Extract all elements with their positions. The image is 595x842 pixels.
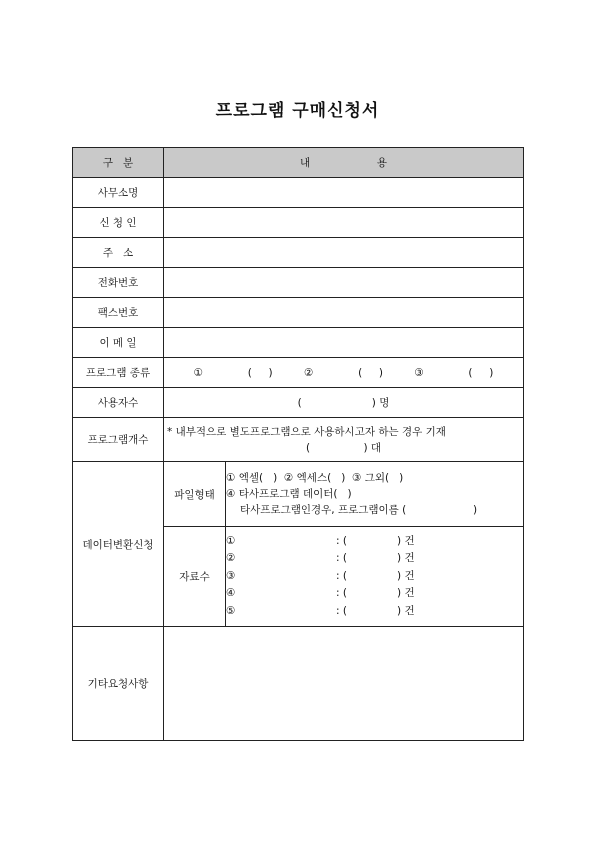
program-option-1: ① ( ) [193, 366, 273, 379]
phone-field[interactable] [164, 268, 524, 298]
email-row [73, 328, 524, 358]
record-count-item: ④ : ( ) 건 [226, 587, 415, 600]
program-option-2: ② ( ) [303, 366, 383, 379]
phone-row [73, 268, 524, 298]
program-count-row [73, 418, 524, 462]
file-format-line-3: 타사프로그램인경우, 프로그램이름 ( ) [240, 504, 478, 516]
record-count-item: ① : ( ) 건 [226, 534, 415, 547]
applicant-label: 신 청 인 [73, 208, 164, 238]
file-format-line-2: ④ 타사프로그램 데이터( ) [226, 488, 352, 500]
other-requests-row [73, 627, 524, 741]
fax-label: 팩스번호 [73, 298, 164, 328]
program-count-value: ( ) 대 [305, 441, 382, 454]
program-type-label: 프로그램 종류 [73, 358, 164, 388]
header-category: 구 분 [73, 148, 164, 178]
record-count-item: ⑤ : ( ) 건 [226, 604, 415, 617]
file-format-label: 파일형태 [164, 462, 226, 527]
address-row [73, 238, 524, 268]
address-field[interactable] [164, 238, 524, 268]
record-count-item: ② : ( ) 건 [226, 552, 415, 565]
program-type-field[interactable] [164, 358, 524, 388]
office-row [73, 178, 524, 208]
fax-row [73, 298, 524, 328]
address-label: 주 소 [73, 238, 164, 268]
users-label: 사용자수 [73, 388, 164, 418]
application-form-table [72, 147, 524, 741]
file-format-field[interactable] [226, 462, 524, 527]
program-count-field[interactable] [164, 418, 524, 462]
users-row [73, 388, 524, 418]
program-type-row [73, 358, 524, 388]
header-content: 내 용 [164, 148, 524, 178]
email-label: 이 메 일 [73, 328, 164, 358]
program-option-3: ③ ( ) [414, 366, 494, 379]
email-field[interactable] [164, 328, 524, 358]
office-field[interactable] [164, 178, 524, 208]
record-count-field[interactable] [226, 527, 524, 627]
applicant-row [73, 208, 524, 238]
other-requests-label: 기타요청사항 [73, 627, 164, 741]
applicant-field[interactable] [164, 208, 524, 238]
header-row [73, 148, 524, 178]
record-count-item: ③ : ( ) 건 [226, 569, 415, 582]
file-format-row [73, 462, 524, 527]
page-title: 프로그램 구매신청서 [215, 101, 380, 121]
data-conversion-label: 데이터변환신청 [73, 462, 164, 627]
program-count-note: * 내부적으로 별도프로그램으로 사용하시고자 하는 경우 기재 [167, 425, 446, 438]
program-count-label: 프로그램개수 [73, 418, 164, 462]
other-requests-field[interactable] [164, 627, 524, 741]
file-format-line-1: ① 엑셀( ) ② 엑세스( ) ③ 그외( ) [226, 472, 404, 484]
record-count-label: 자료수 [164, 527, 226, 627]
fax-field[interactable] [164, 298, 524, 328]
phone-label: 전화번호 [73, 268, 164, 298]
users-field[interactable]: ( ) 명 [164, 388, 524, 418]
office-label: 사무소명 [73, 178, 164, 208]
